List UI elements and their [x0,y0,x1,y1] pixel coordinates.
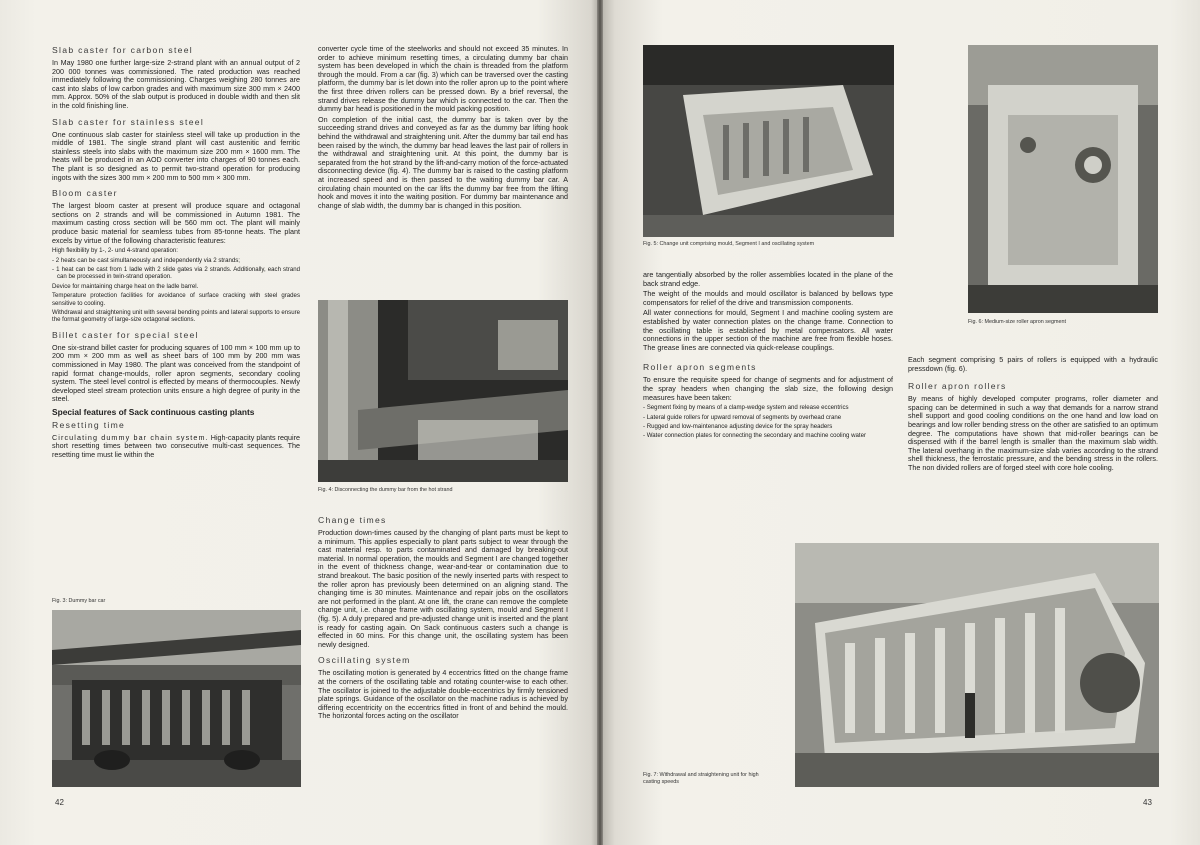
features-bullet-1: - 2 heats can be cast simultaneously and independently via 2 strands; [52,256,241,264]
left-page [0,0,597,845]
para-bloom: The largest bloom caster at present will produce square and octagonal sections on 2 strands and will be commissioned in Autumn 1981. The maximum casting cross section will be 560 mm oct. The plant will mainly produce basic material for seamless tubes from 85-tonne heats. The plant excels by virtue of the following characteristic features: [52,201,300,245]
fig3-photo [52,610,301,787]
dummy-bar-car-image [52,610,301,787]
para-resetting [52,434,300,460]
change-unit-image [643,45,894,237]
fig4-caption: Fig. 4: Disconnecting the dummy bar from the hot strand [318,487,453,493]
segment-bullet-1: - Segment fixing by means of a clamp-wedge system and release eccentrics [643,404,849,412]
heading-resetting: Resetting time [52,419,126,430]
features-para-3: Temperature protection facilities for avoidance of surface cracking with steel grades sensitive to cooling. [52,292,300,307]
resetting-body: High-capacity plants require short resetting times between two consecutive multi-cast sequences. The resetting time must lie within the [52,432,300,459]
heading-roller-apron-rollers: Roller apron rollers [908,381,1007,392]
features-intro: High flexibility by 1-, 2- und 4-strand operation: [52,247,179,255]
para-roller-apron-segments: To ensure the requisite speed for change of segments and for adjustment of the spray headers when changing the slab size, the following design measures have been taken: [643,375,893,402]
right-column-2 [908,356,1158,546]
para-slab-stainless: One continuous slab caster for stainless steel will take up production in the middle of 1981. The single strand plant will cast austenitic and ferritic stainless steels into slabs with the maximum size 200 mm × 1600 mm. The heats will be produced in an AOD converter into charges of 90 tonnes each. The plant is so designed as to permit two-strand operation for producing ingots with the sizes 300 mm × 200 mm to 500 mm × 300 mm. [52,129,300,182]
resetting-lead: Circulating dummy bar chain system. [52,432,209,442]
fig7-caption: Fig. 7: Withdrawal and straightening unit for high casting speeds [643,772,759,785]
fig5-caption: Fig. 5: Change unit comprising mould, Segment I and oscillating system [643,241,815,247]
para-dummy-bar-1: converter cycle time of the steelworks and should not exceed 35 minutes. In order to achieve minimum resetting times, a circulating dummy bar chain system has been developed in which the chain is threaded from the platform through the mould. From a car (fig. 3) which can be traversed over the casting platform, the dummy bar is let down into the roller apron up to the point where the first three driven rollers can be pressed down. By a brief reversal, the strand drives release the dummy bar which is connected to the car. Then the dummy bar head is positioned in the mould packing position. [318,45,568,114]
left-column-2 [318,45,568,285]
right-page [603,0,1200,845]
heading-oscillating: Oscillating system [318,655,411,666]
fig7-photo [795,543,1159,787]
segment-bullet-2: - Lateral guide rollers for upward removal of segments by overhead crane [643,413,842,421]
heading-slab-carbon: Slab caster for carbon steel [52,45,194,55]
fig5-photo [643,45,894,237]
segment-bullet-3: - Rugged and low-maintenance adjusting device for the spray headers [643,422,833,430]
fig4-photo [318,300,568,482]
heading-bloom: Bloom caster [52,188,118,199]
fig3-caption: Fig. 3: Dummy bar car [52,598,106,604]
disconnecting-dummy-bar-image [318,300,568,482]
features-bullet-2: - 1 heat can be cast from 1 ladle with 2 slide gates via 2 strands. Additionally, each strand can be processed in twin-strand operation. [52,265,300,281]
page-number-left: 42 [55,798,64,807]
para-billet: One six-strand billet caster for producing squares of 100 mm × 100 mm up to 200 mm × 200 mm as well as sheet bars of 100 mm by 200 mm was commissioned in May 1980. The plant was conceived from the standpoint of rapid format change-moulds, roller apron segments, secondary cooling system. The steel level control is effected by means of thermocouples. Newly developed steel stream protection units ensure a high degree of purity in the steel. [52,342,300,404]
roller-apron-segment-image [968,45,1158,313]
fig6-photo [968,45,1158,313]
para-weight: The weight of the moulds and mould oscillator is balanced by bellows type compensators for relief of the drive and transmission components. [643,289,893,307]
features-para-4: Withdrawal and straightening unit with several bending points and lateral supports to ensure the format geometry of large-size octagonal sections. [52,308,300,324]
para-hydraulic-pressdown: Each segment comprising 5 pairs of rollers is equipped with a hydraulic pressdown (fig. 6). [908,356,1158,373]
heading-special-features: Special features of Sack continuous casting plants [52,406,255,417]
right-column-1 [643,271,893,521]
left-column-2-lower [318,515,568,795]
segment-bullet-4: - Water connection plates for connecting the secondary and machine cooling water [643,432,866,440]
para-slab-carbon: In May 1980 one further large-size 2-strand plant with an annual output of 2 200 000 tonnes was commissioned. The rated production was reached immediately following the commissioning. Charges weighing 280 tonnes are cast into slabs of low carbon grades and with maximum size 300 mm × 2400 mm. Approx. 50% of the slab output is produced in double width and then slit in the cold finishing line. [52,58,300,110]
para-water: All water connections for mould, Segment I and machine cooling system are established by water connection plates on the change frame. Connection to the oscillating table is established by metal compensators. All water connections in the upper section of the machine are free from flexible hoses. The grease lines are connected via quick-release couplings. [643,308,893,352]
page-number-right: 43 [1143,798,1152,807]
para-change-times: Production down-times caused by the changing of plant parts must be kept to a minimum. This applies especially to plant parts subject to wear through the cast material resp. to parts contaminated and damaged by breaking-out material. In normal operation, the moulds and Segment I are changed together in the event of thickness change, wear-and-tear or contamination due to strand breakout. The basic position of the newly inserted parts with respect to the roller apron has previously been determined on an aligning stand. The changing time is 30 minutes. Maintenance and repair jobs on the oscillators are not performed in the plant. At one lift, the crane can remove the complete change unit, i.e. change frame with oscillating system, mould and Segment I (fig. 5). A duly prepared and pre-adjusted change unit is inserted and the plant is ready for casting again. On Sack continuous casters such a change is effected in 60 mins. For this change unit, the oscillating system has been newly designed. [318,528,568,649]
heading-billet: Billet caster for special steel [52,329,199,340]
para-dummy-bar-2: On completion of the initial cast, the dummy bar is taken over by the succeeding strand drives and conveyed as far as the dummy bar lifting hook behind the withdrawal and straightening unit. After the dummy bar tail end has been raised by the winch, the dummy bar head leaves the last pair of rollers in the withdrawal and straightening unit. At this point, the dummy bar is separated from the hot strand by the lift-and-carry motion of the force-actuated disconnecting device (fig. 4). The dummy bar is raised to the casting platform at increased speed and is then passed to the waiting dummy bar car. A circulating chain mounted on the car lifts the dummy bar free from the lifting hook and moves it into the waiting position. For dummy bar maintenance and change of slab width, the dummy bar is changed in this position. [318,114,568,210]
para-tangential: are tangentially absorbed by the roller assemblies located in the plane of the back strand edge. [643,271,893,288]
fig6-caption: Fig. 6: Medium-size roller apron segment [968,319,1066,325]
heading-change-times: Change times [318,515,387,525]
para-roller-apron-rollers: By means of highly developed computer programs, roller diameter and spacing can be determined in such a way that demands for a narrow strand shell support and good cooling conditions on the one hand and low load on bearings and low roller bending stress on the other are satisfied to an optimum degree. The computations have shown that mid-roller bearings can be dispensed with if the barrel length is smaller than the maximum slab width. The lateral overhang in the maximum-size slab varies according to the strand shell thickness, the ferrostatic pressure, and the bending stress in the rollers. The non divided rollers are of forged steel with core hole cooling. [908,394,1158,472]
features-para-2: Device for maintaining charge heat on the ladle barrel. [52,282,199,290]
left-column-1 [52,45,300,605]
para-oscillating: The oscillating motion is generated by 4 eccentrics fitted on the change frame at the corners of the oscillating table and rotating counter-wise to each other. The oscillator is joined to the adjustable double-eccentrics by firmly tensioned plate springs. Guidance of the oscillator on the machine radius is achieved by differing eccentricity on the eccentrics fitted in front of and behind the mould. The horizontal forces acting on the oscillator [318,668,568,721]
heading-slab-stainless: Slab caster for stainless steel [52,116,205,127]
withdrawal-straightening-unit-image [795,543,1159,787]
heading-roller-apron-segments: Roller apron segments [643,362,757,373]
